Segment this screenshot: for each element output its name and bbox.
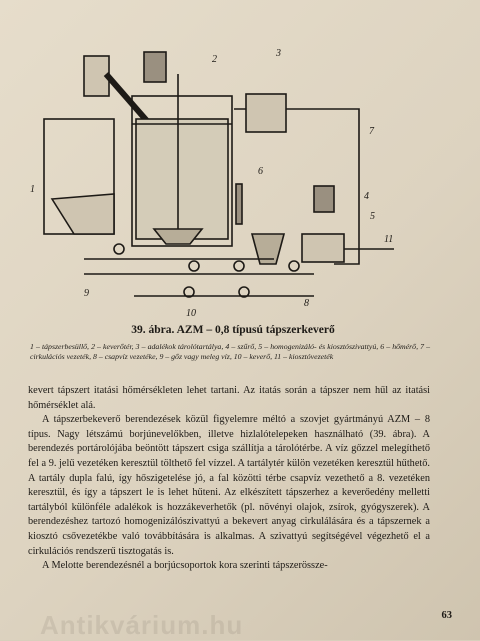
feed-hopper bbox=[52, 194, 114, 234]
azm-mixer-diagram bbox=[14, 34, 406, 322]
label-4: 4 bbox=[364, 191, 369, 202]
pump-motor bbox=[314, 186, 334, 212]
label-11: 11 bbox=[384, 234, 394, 245]
paragraph: kevert tápszert itatási hőmérsékleten lehet tartani. Az itatás során a tápszer nem hűl az itatási hőmérséklet alá. bbox=[28, 385, 430, 411]
label-2: 2 bbox=[212, 54, 217, 65]
label-3: 3 bbox=[276, 48, 281, 59]
paragraph: A Melotte berendezésnél a borjúcsoportok kora szerinti tápszerössze- bbox=[42, 560, 328, 572]
label-9: 9 bbox=[84, 288, 89, 299]
label-10: 10 bbox=[186, 308, 196, 319]
tank-liquid bbox=[136, 119, 228, 239]
label-6: 6 bbox=[258, 166, 263, 177]
label-5: 5 bbox=[370, 211, 375, 222]
additive-tank bbox=[246, 94, 286, 132]
thermometer bbox=[236, 184, 242, 224]
motor bbox=[144, 52, 166, 82]
paragraph: A tápszerbekeverő berendezések közül figyelemre méltó a szovjet gyártmányú AZM – 8 típus. Nagy létszámú borjúnevelőkben, illetve hizlalótelepeken használható (39. ábra). A berendezés portárolójába beöntött tápszert csiga szállítja a tárolótérbe. A víz gőzzel melegíthető fel a 9. jelű vezetéken keresztül tölthető fel vízzel. A tartálytér külön vezetéken keresztül hűthető. A tartály dupla falú, így hőszigetelése jó, a fal közötti térbe csapvíz vezethető a 8. vezetéken keresztül, és így a tápszert le is lehet hűteni. Az elkészített tápszerhez a keverőedény melletti tartályból különféle adalékok is hozzákeverhetők (pl. növényi olajok, zsírok, gyógyszerek). A berendezéshez tartozó homogenizálószivattyú a bekevert anyag cirkulálására és a tápszernek a kiosztó csővezetékbe való továbbítására is alkalmas. A szivattyú segítségével végezhető el a cirkulációs rendszerű tisztogatás is. bbox=[28, 414, 430, 557]
label-7: 7 bbox=[369, 126, 374, 137]
agitator bbox=[154, 229, 202, 244]
watermark: Antikvárium.hu bbox=[40, 610, 244, 640]
figure-legend: 1 – tápszerbesüllő, 2 – keverőtér, 3 – adalékok tárolótartálya, 4 – szűrő, 5 – homogenizáló- és kiosztószivattyú, 6 – hőmérő, 7 – cirkulációs vezeték, 8 – csapvíz vezetéke, 9 – gőz vagy meleg víz, 10 – keverő, 11 – kiosztóvezeték bbox=[30, 342, 430, 361]
label-8: 8 bbox=[304, 298, 309, 309]
homogenizer-pump bbox=[302, 234, 344, 262]
page-number: 63 bbox=[441, 610, 452, 621]
label-1: 1 bbox=[30, 184, 35, 195]
body-text bbox=[28, 384, 430, 574]
figure-caption: 39. ábra. AZM – 0,8 típusú tápszerkeverő bbox=[131, 324, 335, 336]
